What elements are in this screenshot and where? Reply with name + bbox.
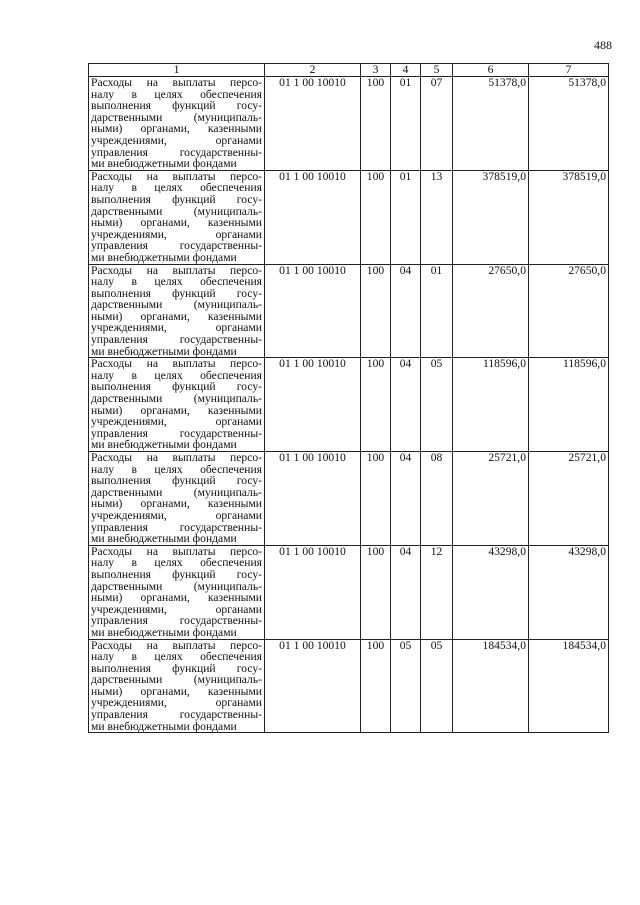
expense-name-line: дарственными (муниципаль- xyxy=(91,673,262,687)
amount-cell: 25721,0 xyxy=(529,452,609,546)
budget-table xyxy=(88,63,609,733)
expense-name-line: дарственными (муниципаль- xyxy=(91,579,262,593)
expense-type-cell: 100 xyxy=(361,264,391,358)
table-body xyxy=(89,77,609,733)
expense-name-line: ми внебюджетными фондами xyxy=(91,250,237,264)
expense-name-line: налу в целях обеспечения xyxy=(91,87,262,101)
expense-name-line: ными) органами, казенными xyxy=(91,591,262,605)
expense-name-line: выполнения функций госу- xyxy=(91,286,262,300)
expense-name-line: выполнения функций госу- xyxy=(91,474,262,488)
expense-name-line: учреждениями, органами xyxy=(91,227,262,241)
amount-cell: 27650,0 xyxy=(453,264,529,358)
expense-name-line: ми внебюджетными фондами xyxy=(91,532,237,546)
expense-name-line: управления государственны- xyxy=(91,426,262,440)
expense-name-line: дарственными (муниципаль- xyxy=(91,110,262,124)
expense-type-cell: 100 xyxy=(361,545,391,639)
expense-name-line: ми внебюджетными фондами xyxy=(91,344,237,358)
amount-cell: 43298,0 xyxy=(453,545,529,639)
amount-cell: 27650,0 xyxy=(529,264,609,358)
section-cell: 04 xyxy=(391,545,421,639)
table-row xyxy=(89,452,609,546)
amount-cell: 378519,0 xyxy=(453,170,529,264)
header-cell: 5 xyxy=(421,64,453,77)
expense-name-line: выполнения функций госу- xyxy=(91,567,262,581)
subsection-cell: 12 xyxy=(421,545,453,639)
subsection-cell: 05 xyxy=(421,358,453,452)
expense-name-cell xyxy=(89,77,265,171)
expense-name-line: ми внебюджетными фондами xyxy=(91,157,237,171)
expense-name-line: ными) органами, казенными xyxy=(91,497,262,511)
table-row xyxy=(89,545,609,639)
expense-name-line: налу в целях обеспечения xyxy=(91,650,262,664)
section-cell: 04 xyxy=(391,264,421,358)
expense-name-cell xyxy=(89,545,265,639)
budget-code-cell: 01 1 00 10010 xyxy=(265,639,361,733)
expense-name-line: Расходы на выплаты персо- xyxy=(91,76,262,89)
expense-name-cell xyxy=(89,358,265,452)
section-cell: 04 xyxy=(391,452,421,546)
expense-type-cell: 100 xyxy=(361,77,391,171)
expense-name-line: дарственными (муниципаль- xyxy=(91,298,262,312)
expense-name-line: выполнения функций госу- xyxy=(91,99,262,113)
expense-name-line: дарственными (муниципаль- xyxy=(91,485,262,499)
table-row xyxy=(89,358,609,452)
expense-type-cell: 100 xyxy=(361,452,391,546)
expense-name-line: налу в целях обеспечения xyxy=(91,181,262,195)
page-number: 488 xyxy=(594,38,612,52)
budget-code-cell: 01 1 00 10010 xyxy=(265,170,361,264)
amount-cell: 184534,0 xyxy=(529,639,609,733)
expense-name-cell xyxy=(89,264,265,358)
subsection-cell: 07 xyxy=(421,77,453,171)
budget-code-cell: 01 1 00 10010 xyxy=(265,77,361,171)
expense-name-line: ными) органами, казенными xyxy=(91,684,262,698)
expense-name-line: ми внебюджетными фондами xyxy=(91,625,237,639)
expense-name-line: ми внебюджетными фондами xyxy=(91,719,237,733)
section-cell: 05 xyxy=(391,639,421,733)
expense-name-line: налу в целях обеспечения xyxy=(91,462,262,476)
expense-name-line: выполнения функций госу- xyxy=(91,661,262,675)
subsection-cell: 13 xyxy=(421,170,453,264)
expense-name-line: учреждениями, органами xyxy=(91,415,262,429)
header-cell: 4 xyxy=(391,64,421,77)
table-row xyxy=(89,639,609,733)
expense-name-line: управления государственны- xyxy=(91,239,262,253)
subsection-cell: 01 xyxy=(421,264,453,358)
expense-name-line: управления государственны- xyxy=(91,520,262,534)
expense-name-line: Расходы на выплаты персо- xyxy=(91,638,262,652)
expense-name-line: ными) органами, казенными xyxy=(91,216,262,230)
expense-name-line: дарственными (муниципаль- xyxy=(91,204,262,218)
expense-name-line: учреждениями, органами xyxy=(91,696,262,710)
expense-name-line: выполнения функций госу- xyxy=(91,192,262,206)
header-cell: 6 xyxy=(453,64,529,77)
expense-name-line: Расходы на выплаты персо- xyxy=(91,169,262,183)
expense-name-line: управления государственны- xyxy=(91,145,262,159)
subsection-cell: 05 xyxy=(421,639,453,733)
expense-name-line: ми внебюджетными фондами xyxy=(91,438,237,452)
expense-type-cell: 100 xyxy=(361,170,391,264)
expense-name-line: налу в целях обеспечения xyxy=(91,368,262,382)
expense-name-cell xyxy=(89,639,265,733)
header-cell: 3 xyxy=(361,64,391,77)
section-cell: 04 xyxy=(391,358,421,452)
expense-name-line: дарственными (муниципаль- xyxy=(91,392,262,406)
section-cell: 01 xyxy=(391,77,421,171)
expense-name-line: ными) органами, казенными xyxy=(91,309,262,323)
expense-type-cell: 100 xyxy=(361,639,391,733)
expense-type-cell: 100 xyxy=(361,358,391,452)
expense-name-line: ными) органами, казенными xyxy=(91,403,262,417)
header-cell: 1 xyxy=(89,64,265,77)
amount-cell: 184534,0 xyxy=(453,639,529,733)
expense-name-line: Расходы на выплаты персо- xyxy=(91,263,262,277)
expense-name-line: Расходы на выплаты персо- xyxy=(91,544,262,558)
amount-cell: 43298,0 xyxy=(529,545,609,639)
subsection-cell: 08 xyxy=(421,452,453,546)
table-row xyxy=(89,264,609,358)
expense-name-line: учреждениями, органами xyxy=(91,133,262,147)
expense-name-cell xyxy=(89,452,265,546)
header-cell: 7 xyxy=(529,64,609,77)
expense-name-line: ными) органами, казенными xyxy=(91,122,262,136)
section-cell: 01 xyxy=(391,170,421,264)
header-cell: 2 xyxy=(265,64,361,77)
table-row xyxy=(89,77,609,171)
expense-name-line: управления государственны- xyxy=(91,614,262,628)
expense-name-line: учреждениями, органами xyxy=(91,602,262,616)
budget-code-cell: 01 1 00 10010 xyxy=(265,545,361,639)
amount-cell: 25721,0 xyxy=(453,452,529,546)
expense-name-cell xyxy=(89,170,265,264)
amount-cell: 51378,0 xyxy=(453,77,529,171)
amount-cell: 378519,0 xyxy=(529,170,609,264)
expense-name-line: управления государственны- xyxy=(91,333,262,347)
expense-name-line: выполнения функций госу- xyxy=(91,380,262,394)
header-row xyxy=(89,64,609,77)
expense-name-line: Расходы на выплаты персо- xyxy=(91,357,262,371)
table-row xyxy=(89,170,609,264)
expense-name-line: Расходы на выплаты персо- xyxy=(91,451,262,464)
budget-code-cell: 01 1 00 10010 xyxy=(265,264,361,358)
expense-name-line: учреждениями, органами xyxy=(91,508,262,522)
expense-name-line: управления государственны- xyxy=(91,708,262,722)
expense-name-line: налу в целях обеспечения xyxy=(91,556,262,570)
expense-name-line: налу в целях обеспечения xyxy=(91,275,262,289)
amount-cell: 118596,0 xyxy=(529,358,609,452)
budget-code-cell: 01 1 00 10010 xyxy=(265,358,361,452)
budget-code-cell: 01 1 00 10010 xyxy=(265,452,361,546)
amount-cell: 118596,0 xyxy=(453,358,529,452)
expense-name-line: учреждениями, органами xyxy=(91,321,262,335)
amount-cell: 51378,0 xyxy=(529,77,609,171)
